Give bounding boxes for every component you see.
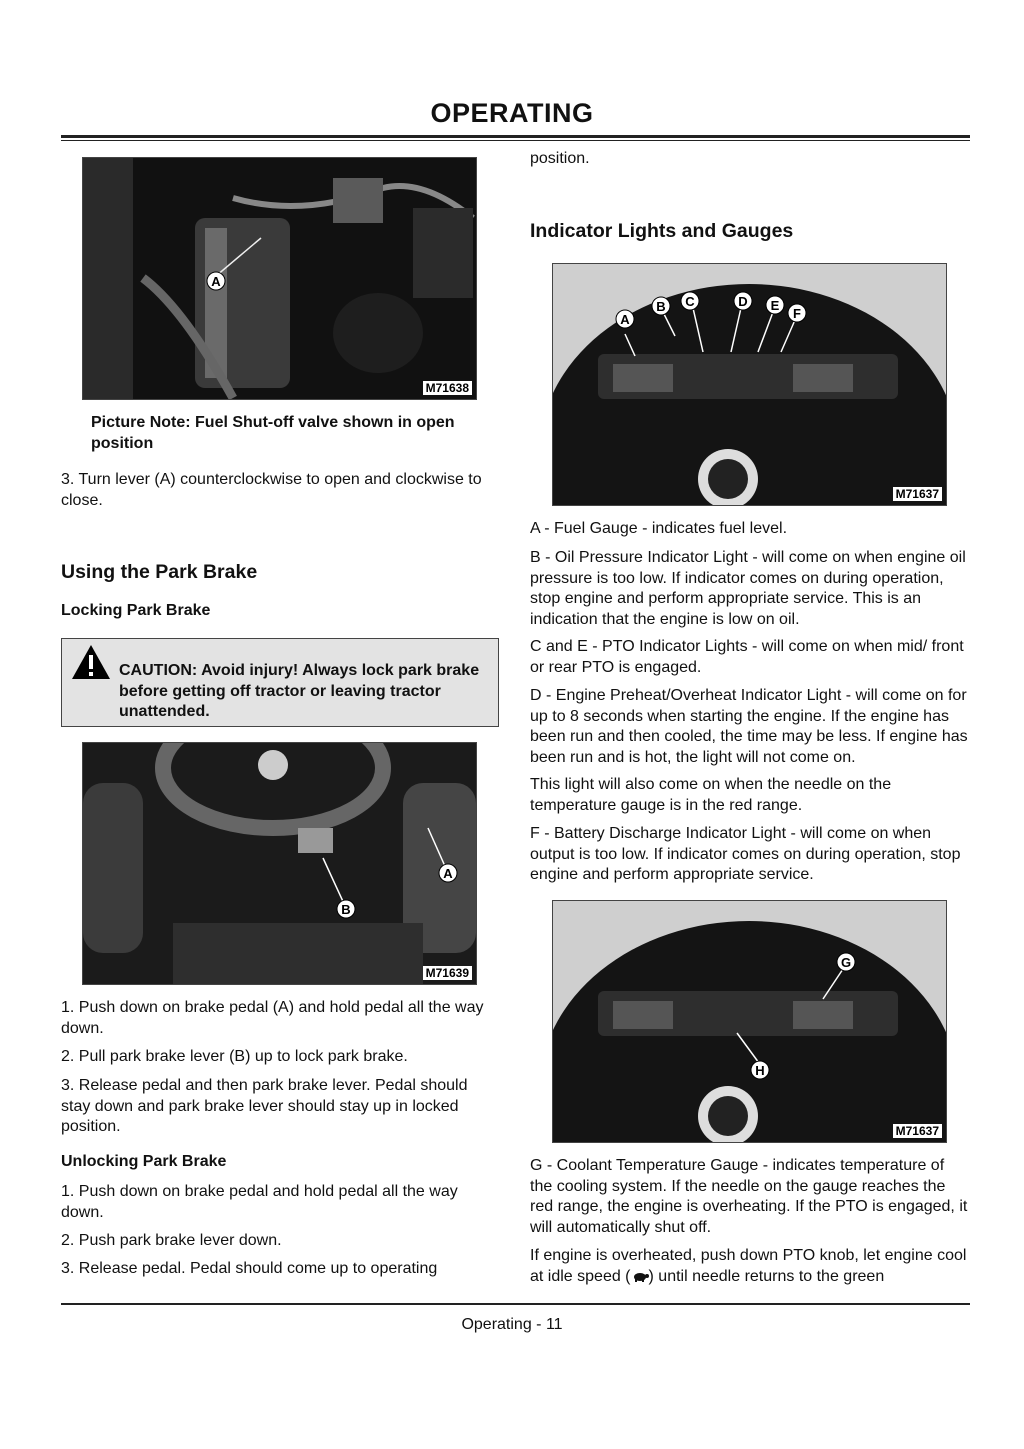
item-g: G - Coolant Temperature Gauge - indicates temperature of the cooling system. If the needle on the gauge reaches the red range, the engine is overheating. If the PTO is engaged, it will automatically shut off. (530, 1157, 968, 1236)
item-d-extra: This light will also come on when the needle on the temperature gauge is in the red range. (530, 776, 892, 814)
unlock-step-3: 3. Release pedal. Pedal should come up to operating (61, 1260, 438, 1277)
callout-b: B (656, 299, 666, 314)
page-number: Operating - 11 (461, 1316, 563, 1333)
callout-a: A (211, 274, 221, 289)
figure-code: M71637 (893, 1124, 942, 1138)
step-text: 3. Turn lever (A) counterclockwise to open and clockwise to close. (61, 471, 482, 509)
park-brake-photo (82, 742, 477, 985)
figure-code: M71638 (423, 381, 472, 395)
subsection-heading: Unlocking Park Brake (61, 1153, 227, 1170)
callout-c: C (685, 294, 695, 309)
warning-icon (70, 643, 112, 681)
callout-b: B (341, 902, 351, 917)
picture-note: Picture Note: Fuel Shut-off valve shown in open position (91, 414, 455, 452)
callout-d: D (738, 294, 748, 309)
item-b: B - Oil Pressure Indicator Light - will come on when engine oil pressure is too low. If indicator comes on during operation, stop engine and perform appropriate service. This is an indication that the engine is low on oil. (530, 549, 966, 628)
item-c-e: C and E - PTO Indicator Lights - will come on when mid/ front or rear PTO is engaged. (530, 638, 964, 676)
section-heading: Indicator Lights and Gauges (530, 220, 794, 242)
header-rule-thin (61, 140, 970, 141)
item-f: F - Battery Discharge Indicator Light - will come on when output is too low. If indicator comes on during operation, stop engine and perform appropriate service. (530, 825, 961, 883)
callout-a: A (443, 866, 453, 881)
dashboard-photo (552, 263, 947, 506)
header-rule (61, 135, 970, 138)
unlock-step-1: 1. Push down on brake pedal and hold pedal all the way down. (61, 1183, 458, 1221)
callout-a: A (620, 312, 630, 327)
lock-step-2: 2. Pull park brake lever (B) up to lock park brake. (61, 1048, 408, 1065)
lock-step-3: 3. Release pedal and then park brake lever. Pedal should stay down and park brake lever should stay up in locked position. (61, 1077, 468, 1135)
figure-code: M71637 (893, 487, 942, 501)
temperature-gauge-photo (552, 900, 947, 1143)
continued-text: position. (530, 150, 590, 167)
caution-text: CAUTION: Avoid injury! Always lock park brake before getting off tractor or leaving tractor unattended. (119, 662, 480, 720)
figure-code: M71639 (423, 966, 472, 980)
unlock-step-2: 2. Push park brake lever down. (61, 1232, 282, 1249)
callout-f: F (793, 306, 801, 321)
turtle-icon (631, 1270, 649, 1282)
overheat-text (530, 1246, 970, 1287)
footer-rule (61, 1303, 970, 1305)
page-title: OPERATING (430, 98, 594, 128)
callout-e: E (770, 298, 780, 313)
caution-box (61, 638, 499, 727)
subsection-heading: Locking Park Brake (61, 602, 211, 619)
section-heading: Using the Park Brake (61, 561, 258, 583)
overheat-line-end: ) until needle returns to the green (648, 1267, 885, 1285)
callout-h: H (755, 1063, 765, 1078)
lock-step-1: 1. Push down on brake pedal (A) and hold pedal all the way down. (61, 999, 484, 1037)
item-d: D - Engine Preheat/Overheat Indicator Light - will come on for up to 8 seconds when starting the engine. If the engine has been run and then cooled, the time may be less. If engine has been run and is hot, the light will not come on. (530, 687, 968, 766)
fuel-valve-photo (82, 157, 477, 400)
overheat-line: If engine is overheated, push down PTO knob, let engine cool at idle speed ( (530, 1247, 967, 1285)
callout-g: G (840, 955, 852, 970)
item-a: A - Fuel Gauge - indicates fuel level. (530, 520, 788, 537)
